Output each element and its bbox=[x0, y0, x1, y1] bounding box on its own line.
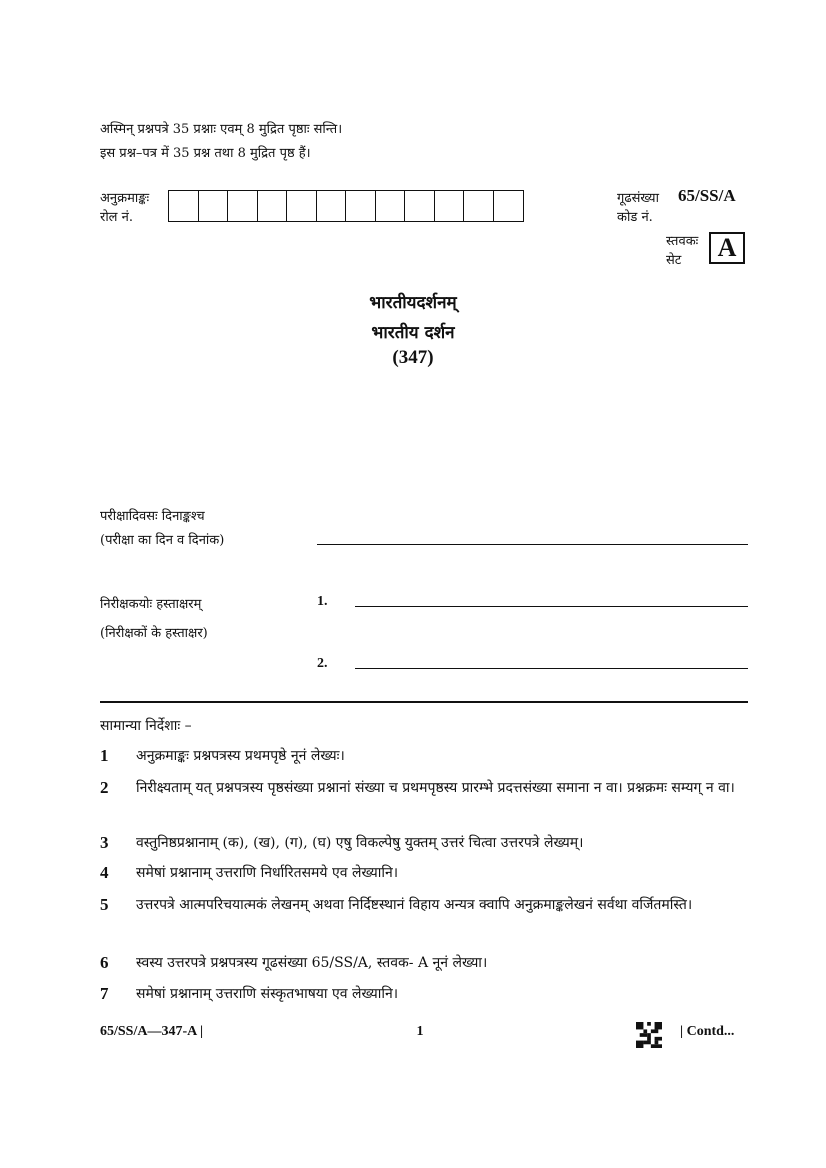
roll-box[interactable] bbox=[376, 191, 406, 221]
roll-box[interactable] bbox=[258, 191, 288, 221]
roll-box[interactable] bbox=[464, 191, 494, 221]
roll-box[interactable] bbox=[228, 191, 258, 221]
qr-code-icon bbox=[636, 1022, 662, 1048]
roll-box[interactable] bbox=[287, 191, 317, 221]
set-label-sanskrit: स्तवकः bbox=[666, 234, 699, 249]
set-label-hindi: सेट bbox=[666, 253, 682, 268]
roll-label-sanskrit: अनुक्रमाङ्कः bbox=[100, 191, 150, 206]
instruction-text: समेषां प्रश्नानाम् उत्तराणि संस्कृतभाषया एव लेख्यानि। bbox=[136, 986, 399, 1002]
instruction-number: 2 bbox=[100, 778, 109, 797]
code-value: 65/SS/A bbox=[678, 186, 736, 205]
exam-date-field-line[interactable] bbox=[317, 544, 748, 545]
roll-box[interactable] bbox=[169, 191, 199, 221]
instruction-item bbox=[100, 982, 750, 1006]
header-line-1: अस्मिन् प्रश्नपत्रे 35 प्रश्नाः एवम् 8 मुद्रित पृष्ठाः सन्ति। bbox=[100, 122, 343, 137]
subject-title-sanskrit: भारतीयदर्शनम् bbox=[369, 293, 457, 313]
signature-line-1[interactable] bbox=[355, 606, 748, 607]
instruction-number: 1 bbox=[100, 746, 109, 765]
signature-line-2[interactable] bbox=[355, 668, 748, 669]
instructions-heading: सामान्या निर्देशाः – bbox=[100, 718, 192, 734]
exam-date-label-sanskrit: परीक्षादिवसः दिनाङ्कश्च bbox=[100, 509, 205, 524]
subject-title-hindi: भारतीय दर्शन bbox=[371, 323, 455, 343]
instruction-item bbox=[100, 831, 750, 855]
footer-contd: | Contd... bbox=[680, 1024, 735, 1039]
page-number: 1 bbox=[416, 1024, 424, 1039]
subject-code: (347) bbox=[392, 347, 434, 368]
instruction-text: स्वस्य उत्तरपत्रे प्रश्नपत्रस्य गूढसंख्या 65/SS/A, स्तवक- A नूनं लेख्या। bbox=[136, 955, 488, 971]
exam-date-label-hindi: (परीक्षा का दिन व दिनांक) bbox=[100, 533, 225, 548]
instruction-number: 3 bbox=[100, 833, 109, 852]
instruction-text: समेषां प्रश्नानाम् उत्तराणि निर्धारितसमये एव लेख्यानि। bbox=[136, 865, 399, 881]
roll-box[interactable] bbox=[435, 191, 465, 221]
instruction-item bbox=[100, 951, 750, 975]
invigilator-label-sanskrit: निरीक्षकयोः हस्ताक्षरम् bbox=[100, 597, 202, 612]
code-label-hindi: कोड नं. bbox=[617, 210, 653, 225]
instruction-number: 5 bbox=[100, 895, 109, 914]
set-value-box: A bbox=[709, 232, 745, 264]
instruction-number: 6 bbox=[100, 953, 109, 972]
signature-number-1: 1. bbox=[317, 594, 328, 609]
instruction-item bbox=[100, 744, 750, 768]
instruction-item bbox=[100, 776, 750, 800]
instruction-text: निरीक्ष्यताम् यत् प्रश्नपत्रस्य पृष्ठसंख्या प्रश्नानां संख्या च प्रथमपृष्ठस्य प्रारम्भे प्रदत्तसंख्या समाना न वा। प्रश्नक्रमः सम्यग् न वा। bbox=[136, 780, 735, 796]
roll-box[interactable] bbox=[199, 191, 229, 221]
instruction-item bbox=[100, 893, 750, 917]
footer-paper-code: 65/SS/A—347-A | bbox=[100, 1024, 204, 1039]
code-label-sanskrit: गूढसंख्या bbox=[617, 191, 659, 206]
invigilator-label-hindi: (निरीक्षकों के हस्ताक्षर) bbox=[100, 626, 208, 641]
instruction-text: वस्तुनिष्ठप्रश्नानाम् (क), (ख), (ग), (घ) एषु विकल्पेषु युक्तम् उत्तरं चित्वा उत्तरपत्रे लेख्यम्। bbox=[136, 835, 584, 851]
instruction-number: 7 bbox=[100, 984, 109, 1003]
header-line-2: इस प्रश्न–पत्र में 35 प्रश्न तथा 8 मुद्रित पृष्ठ हैं। bbox=[100, 146, 311, 161]
roll-box[interactable] bbox=[346, 191, 376, 221]
roll-label-hindi: रोल नं. bbox=[100, 210, 133, 225]
roll-box[interactable] bbox=[405, 191, 435, 221]
roll-number-boxes[interactable] bbox=[168, 190, 524, 222]
signature-number-2: 2. bbox=[317, 656, 328, 671]
roll-box[interactable] bbox=[494, 191, 524, 221]
instruction-text: उत्तरपत्रे आत्मपरिचयात्मकं लेखनम् अथवा निर्दिष्टस्थानं विहाय अन्यत्र क्वापि अनुक्रमाङ्कलेखनं सर्वथा वर्जितमस्ति। bbox=[136, 897, 693, 913]
instruction-item bbox=[100, 861, 750, 885]
roll-box[interactable] bbox=[317, 191, 347, 221]
section-divider bbox=[100, 701, 748, 703]
instruction-text: अनुक्रमाङ्कः प्रश्नपत्रस्य प्रथमपृष्ठे नूनं लेख्यः। bbox=[136, 748, 345, 764]
instruction-number: 4 bbox=[100, 863, 109, 882]
